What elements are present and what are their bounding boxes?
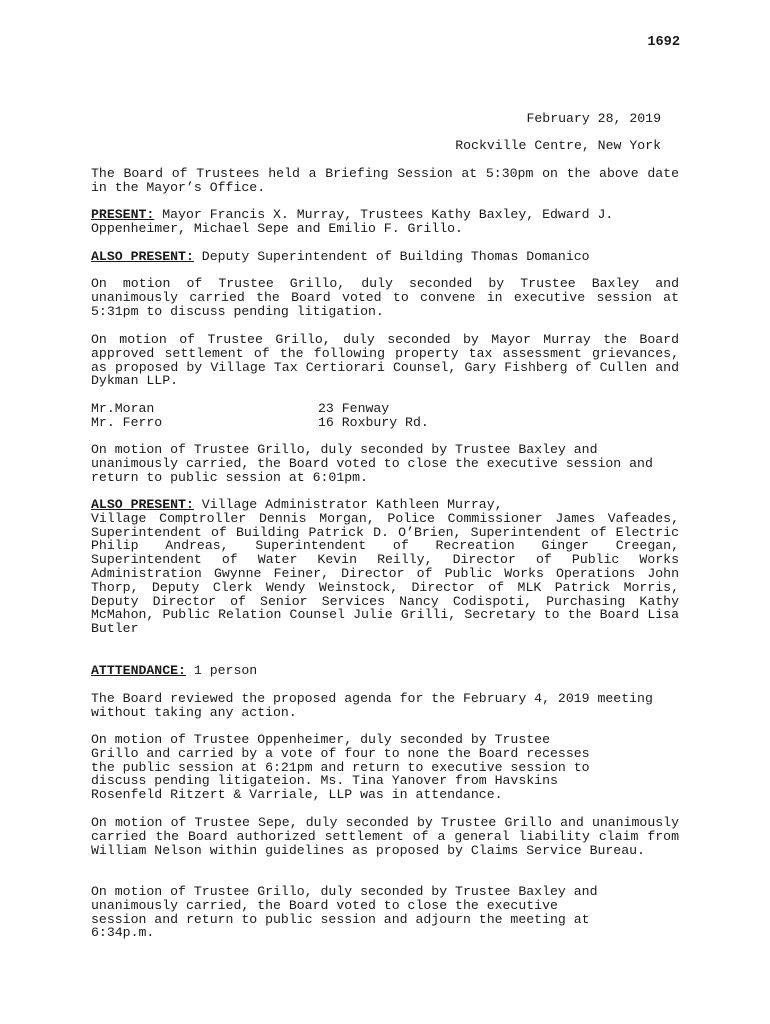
also-present-2-paragraph bbox=[91, 498, 679, 636]
motion-1-paragraph: On motion of Trustee Grillo, duly seconded by Trustee Baxley and unanimously carried the Board voted to convene in executive session at 5:31pm to discuss pending litigation. bbox=[91, 276, 679, 319]
grievance-address: 23 Fenway bbox=[318, 401, 390, 416]
motion-6-line: 6:34p.m. bbox=[91, 925, 155, 941]
grievance-list bbox=[91, 402, 429, 430]
present-text: Mayor Francis X. Murray, Trustees Kathy Baxley, Edward J. Oppenheimer, Michael Sepe and Emilio F. Grillo. bbox=[91, 207, 614, 236]
also-present-1-paragraph bbox=[91, 250, 679, 264]
motion-4-line: the public session at 6:21pm and return to executive session to bbox=[91, 759, 590, 775]
grievance-name: Mr. Ferro bbox=[91, 414, 163, 430]
also-present-2-text: Village Administrator Kathleen Murray, bbox=[193, 497, 503, 512]
motion-4-line: On motion of Trustee Oppenheimer, duly seconded by Trustee bbox=[91, 732, 550, 747]
also-present-1-label: ALSO PRESENT: bbox=[91, 249, 194, 264]
motion-4-line: discuss pending litigateion. Ms. Tina Yanover from Havskins bbox=[91, 773, 558, 789]
agenda-paragraph: The Board reviewed the proposed agenda for the February 4, 2019 meeting without taking any action. bbox=[91, 691, 653, 720]
grievance-name: Mr.Moran bbox=[91, 401, 155, 416]
grievance-address: 16 Roxbury Rd. bbox=[318, 414, 429, 430]
present-paragraph bbox=[91, 208, 679, 236]
page-number: 1692 bbox=[647, 35, 680, 50]
motion-4-line: Rosenfeld Ritzert & Varriale, LLP was in attendance. bbox=[91, 787, 503, 803]
motion-6-line: On motion of Trustee Grillo, duly seconded by Trustee Baxley and bbox=[91, 884, 598, 899]
also-present-2-list: Village Comptroller Dennis Morgan, Police Commissioner James Vafeades, Superintendent of Building Patrick D. O’Brien, Superintendent of Electric Philip Andreas, Superintendent of Recreation Ginger Creegan, Superintendent of Water Kevin Reilly, Director of Public Works Administration Gwynne Feiner, Director of Public Works Operations John Thorp, Deputy Clerk Wendy Weinstock, Director of MLK Patrick Morris, Deputy Director of Senior Services Nancy Codispoti, Purchasing Kathy McMahon, Public Relation Counsel Julie Grilli, Secretary to the Board Lisa Butler bbox=[91, 510, 679, 637]
motion-4-line: Grillo and carried by a vote of four to none the Board recesses bbox=[91, 745, 590, 761]
grievance-row bbox=[91, 402, 429, 416]
meeting-date: February 28, 2019 bbox=[526, 111, 661, 126]
intro-paragraph: The Board of Trustees held a Briefing Session at 5:30pm on the above date in the Mayor’s Office. bbox=[91, 166, 679, 195]
motion-3-paragraph: On motion of Trustee Grillo, duly seconded by Trustee Baxley and unanimously carried, the Board voted to close the executive session and return to public session at 6:01pm. bbox=[91, 442, 653, 485]
grievance-row bbox=[91, 416, 429, 430]
also-present-1-text: Deputy Superintendent of Building Thomas Domanico bbox=[193, 249, 590, 264]
attendance-paragraph bbox=[91, 664, 679, 678]
motion-4-paragraph bbox=[91, 733, 679, 802]
motion-6-line: unanimously carried, the Board voted to close the executive bbox=[91, 897, 558, 913]
attendance-text: 1 person bbox=[185, 663, 258, 678]
motion-2-paragraph: On motion of Trustee Grillo, duly seconded by Mayor Murray the Board approved settlement of the following property tax assessment grievances, as proposed by Village Tax Certiorari Counsel, Gary Fishberg of Cullen and Dykman LLP. bbox=[91, 332, 679, 389]
motion-6-line: session and return to public session and adjourn the meeting at bbox=[91, 911, 590, 927]
attendance-label: ATTTENDANCE: bbox=[91, 663, 186, 678]
meeting-location: Rockville Centre, New York bbox=[455, 138, 661, 153]
also-present-2-first-line bbox=[91, 498, 679, 512]
motion-6-paragraph bbox=[91, 885, 679, 940]
motion-5-paragraph: On motion of Trustee Sepe, duly seconded by Trustee Grillo and unanimously carried the Board authorized settlement of a general liability claim from William Nelson within guidelines as proposed by Claims Service Bureau. bbox=[91, 815, 679, 858]
also-present-2-label: ALSO PRESENT: bbox=[91, 497, 194, 512]
present-label: PRESENT: bbox=[91, 207, 155, 222]
